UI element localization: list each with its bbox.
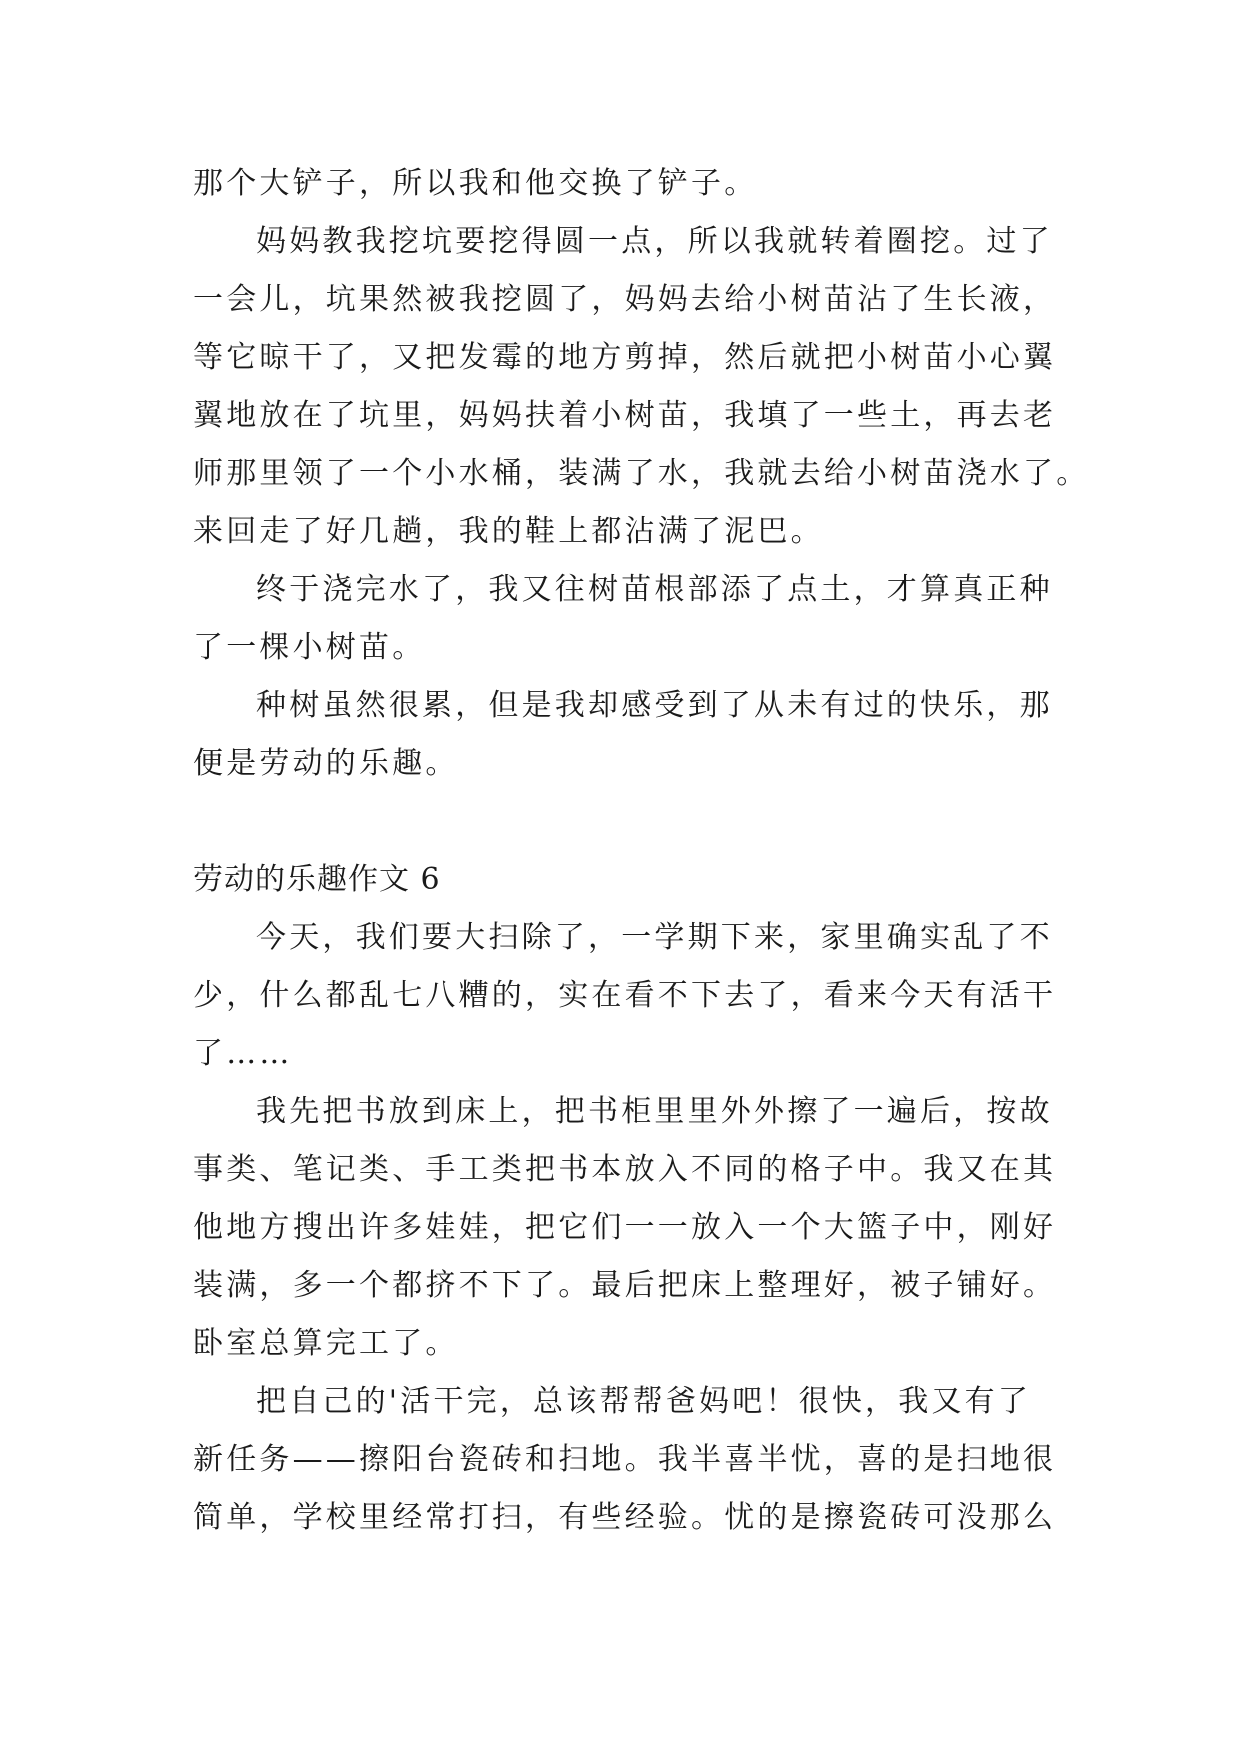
- paragraph-start-line: 今天，我们要大扫除了，一学期下来，家里确实乱了不: [256, 920, 1053, 955]
- text-line: 新任务——擦阳台瓷砖和扫地。我半喜半忧，喜的是扫地很: [193, 1442, 1057, 1477]
- text-line: 翼地放在了坑里，妈妈扶着小树苗，我填了一些土，再去老: [193, 398, 1057, 433]
- paragraph-start-line: 我先把书放到床上，把书柜里里外外擦了一遍后，按故: [256, 1094, 1053, 1129]
- text-line: 他地方搜出许多娃娃，把它们一一放入一个大篮子中，刚好: [193, 1210, 1057, 1245]
- text-line: 了……: [193, 1036, 293, 1071]
- paragraph-start-line: 终于浇完水了，我又往树苗根部添了点土，才算真正种: [256, 572, 1053, 607]
- paragraph-start-line: 妈妈教我挖坑要挖得圆一点，所以我就转着圈挖。过了: [256, 224, 1053, 259]
- text-line: 事类、笔记类、手工类把书本放入不同的格子中。我又在其: [193, 1152, 1057, 1187]
- text-line: 便是劳动的乐趣。: [193, 746, 459, 781]
- text-line: 装满，多一个都挤不下了。最后把床上整理好，被子铺好。: [193, 1268, 1057, 1303]
- text-line: 了一棵小树苗。: [193, 630, 426, 665]
- text-line: 卧室总算完工了。: [193, 1326, 459, 1361]
- paragraph-start-line: 种树虽然很累，但是我却感受到了从未有过的快乐，那: [256, 688, 1053, 723]
- section-heading: 劳动的乐趣作文 6: [193, 862, 441, 897]
- text-line: 一会儿，坑果然被我挖圆了，妈妈去给小树苗沾了生长液，: [193, 282, 1057, 317]
- text-line: 等它晾干了，又把发霉的地方剪掉，然后就把小树苗小心翼: [193, 340, 1057, 375]
- text-line: 那个大铲子，所以我和他交换了铲子。: [193, 166, 758, 201]
- text-line: 来回走了好几趟，我的鞋上都沾满了泥巴。: [193, 514, 824, 549]
- paragraph-start-line: 把自己的'活干完，总该帮帮爸妈吧！很快，我又有了: [256, 1384, 1032, 1419]
- text-line: 师那里领了一个小水桶，装满了水，我就去给小树苗浇水了。: [193, 456, 1090, 491]
- text-line: 简单，学校里经常打扫，有些经验。忧的是擦瓷砖可没那么: [193, 1500, 1057, 1535]
- text-line: 少，什么都乱七八糟的，实在看不下去了，看来今天有活干: [193, 978, 1057, 1013]
